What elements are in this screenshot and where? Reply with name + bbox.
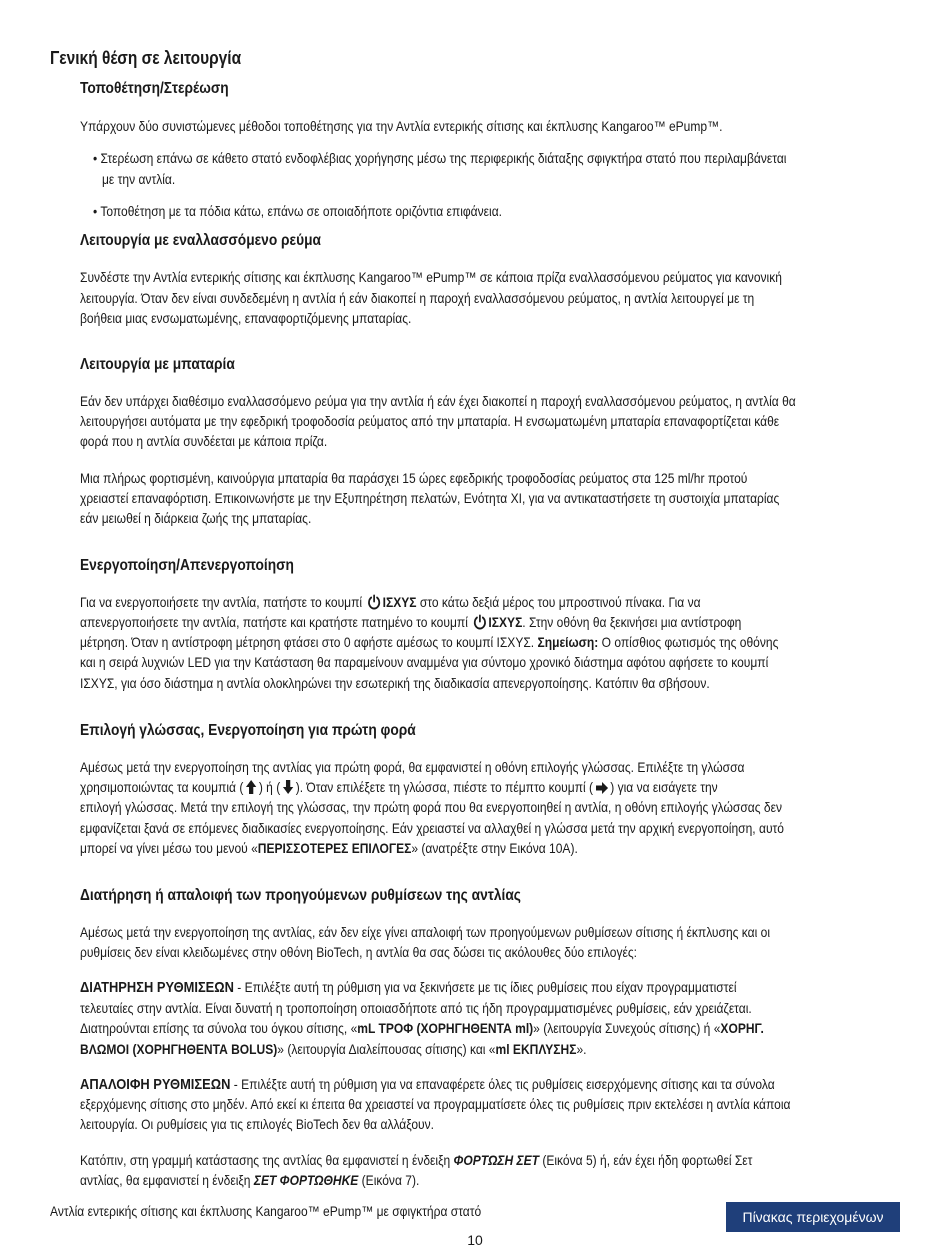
ac-heading: Λειτουργία με εναλλασσόμενο ρεύμα [80, 232, 321, 249]
power-heading: Ενεργοποίηση/Απενεργοποίηση [80, 557, 294, 574]
more-options-menu-name: ΠΕΡΙΣΣΟΤΕΡΕΣ ΕΠΙΛΟΓΕΣ [257, 840, 412, 856]
mounting-heading: Τοποθέτηση/Στερέωση [80, 80, 229, 97]
load-set-indicator: ΦΟΡΤΩΣΗ ΣΕΤ [453, 1152, 539, 1168]
ac-paragraph-line-1: Συνδέστε την Αντλία εντερικής σίτισης και έκπλυσης Kangaroo™ ePump™ σε κάποια πρίζα εναλλασσόμενου ρεύματος για κανονική [80, 269, 782, 285]
keep-settings-line-3-text: Διατηρούνται επίσης τα σύνολα του όγκου σίτισης, « [80, 1020, 358, 1036]
battery-p1-line-1: Εάν δεν υπάρχει διαθέσιμο εναλλασσόμενο ρεύμα για την αντλία ή εάν έχει διακοπεί η παροχή εναλλασσόμενου ρεύματος, η αντλία θα [80, 393, 796, 409]
bolus-term-start: ΧΟΡΗΓ. [720, 1020, 764, 1036]
battery-p2-line-2: χρειαστεί επαναφόρτιση. Επικοινωνήστε με την Εξυπηρέτηση πελατών, Ενότητα XI, για να αντικαταστήσετε τη συστοιχία μπαταρίας [80, 490, 780, 506]
status-line-2-text: αντλίας, θα εμφανιστεί η ένδειξη [80, 1172, 254, 1188]
power-line-1-end: στο κάτω δεξιά μέρος του μπροστινού πίνακα. Για να [416, 594, 701, 610]
language-line-3: επιλογή γλώσσας. Μετά την επιλογή της γλώσσας, την πρώτη φορά που θα ενεργοποιηθεί η αντλία, η οθόνη επιλογής γλώσσας δεν [80, 799, 782, 815]
language-line-2-text: χρησιμοποιώντας τα κουμπιά ( [80, 779, 244, 795]
ac-paragraph-line-3: βοήθεια μιας ενσωματωμένης, επαναφορτιζόμενης μπαταρίας. [80, 310, 412, 326]
language-line-5 [80, 838, 578, 858]
set-loaded-indicator: ΣΕΤ ΦΟΡΤΩΘΗΚΕ [253, 1172, 359, 1188]
language-line-2-mid: ). Όταν επιλέξετε τη γλώσσα, πιέστε το πέμπτο κουμπί ( [295, 779, 594, 795]
status-line-1-end: (Εικόνα 5) ή, εάν έχει ήδη φορτωθεί Σετ [538, 1152, 753, 1168]
keep-settings-line-4-end: ». [576, 1041, 587, 1057]
keep-settings-line-1 [80, 977, 736, 998]
ac-paragraph-line-2: λειτουργία. Όταν δεν είναι συνδεδεμένη η αντλία ή εάν διακοπεί η παροχή εναλλασσόμενου ρεύματος, η αντλία λειτουργεί με τη [80, 290, 755, 306]
language-line-1: Αμέσως μετά την ενεργοποίηση της αντλίας για πρώτη φορά, θα εμφανιστεί η οθόνη επιλογής γλώσσας. Επιλέξτε τη γλώσσα [80, 759, 745, 775]
battery-p1-line-2: λειτουργήσει αυτόματα με την εφεδρική τροφοδοσία ρεύματος από την μπαταρία. Η ενσωματωμένη μπαταρία επαναφορτίζεται κάθε [80, 413, 780, 429]
battery-p1-line-3: φορά που η αντλία συνδέεται με κάποια πρίζα. [80, 433, 328, 449]
battery-p2-line-1: Μια πλήρως φορτισμένη, καινούργια μπαταρία θα παράσχει 15 ώρες εφεδρικής τροφοδοσίας ρεύματος στα 125 ml/hr προτού [80, 470, 748, 486]
power-line-1-text: Για να ενεργοποιήσετε την αντλία, πατήστε το κουμπί [80, 594, 366, 610]
settings-heading: Διατήρηση ή απαλοιφή των προηγούμενων ρυθμίσεων της αντλίας [80, 887, 521, 904]
note-label: Σημείωση: [537, 634, 599, 650]
clear-settings-line-1 [80, 1074, 775, 1095]
footer-title: Αντλία εντερικής σίτισης και έκπλυσης Kangaroo™ ePump™ με σφιγκτήρα στατό [50, 1203, 482, 1219]
language-line-5-text: μπορεί να γίνει μέσω του μενού « [80, 840, 258, 856]
power-button-label: ΙΣΧΥΣ [488, 614, 523, 630]
power-line-3-end: Ο οπίσθιος φωτισμός της οθόνης [598, 634, 779, 650]
settings-intro-line-1: Αμέσως μετά την ενεργοποίηση της αντλίας, εάν δεν είχε γίνει απαλοιφή των προηγούμενων ρυθμίσεων σίτισης ή έκπλυσης και οι [80, 924, 771, 940]
table-of-contents-button[interactable] [726, 1202, 900, 1232]
keep-settings-line-4-mid: » (λειτουργία Διαλείπουσας σίτισης) και « [277, 1041, 496, 1057]
status-line-1-text: Κατόπιν, στη γραμμή κατάστασης της αντλίας θα εμφανιστεί η ένδειξη [80, 1152, 454, 1168]
keep-settings-title: ΔΙΑΤΗΡΗΣΗ ΡΥΘΜΙΣΕΩΝ [80, 979, 234, 996]
mounting-bullet-1: • Στερέωση επάνω σε κάθετο στατό ενδοφλέβιας χορήγησης μέσω της περιφερικής διάταξης σφιγκτήρα στατό που περιλαμβάνεται [93, 150, 787, 166]
battery-heading: Λειτουργία με μπαταρία [80, 356, 235, 373]
page-number: 10 [467, 1232, 483, 1248]
language-line-2-end: ) για να εισάγετε την [610, 779, 718, 795]
mounting-bullet-2: • Τοποθέτηση με τα πόδια κάτω, επάνω σε οποιαδήποτε οριζόντια επιφάνεια. [93, 203, 503, 219]
table-of-contents-label: Πίνακας περιεχομένων [742, 1209, 884, 1225]
keep-settings-line-3 [80, 1018, 764, 1038]
language-line-4: εμφανίζεται ξανά σε επόμενες διαδικασίες ενεργοποίησης. Εάν χρειαστεί να αλλαχθεί η γλώσσα μετά την αρχική ενεργοποίηση, αυτό [80, 820, 784, 836]
power-line-4: και η σειρά λυχνιών LED για την Κατάσταση θα παραμείνουν αναμμένα για σύντομο χρονικό διάστημα αφότου αφήσετε το κουμπί [80, 654, 769, 670]
battery-p2-line-3: εάν μειωθεί η διάρκεια ζωής της μπαταρίας. [80, 510, 312, 526]
status-line-2-end: (Εικόνα 7). [358, 1172, 420, 1188]
power-line-3-text: μέτρηση. Όταν η αντίστροφη μέτρηση φτάσει στο 0 αφήστε αμέσως το κουμπί ΙΣΧΥΣ. [80, 634, 538, 650]
settings-intro-line-2: ρυθμίσεις δεν είναι κλειδωμένες στην οθόνη BioTech, η αντλία θα σας δώσει τις ακόλουθες δύο επιλογές: [80, 944, 637, 960]
clear-settings-text: - Επιλέξτε αυτή τη ρύθμιση για να επαναφέρετε όλες τις ρυθμίσεις εισερχόμενης σίτισης και τα σύνολα [230, 1076, 775, 1092]
mounting-bullet-1-cont: με την αντλία. [102, 171, 176, 187]
feed-ml-term: mL ΤΡΟΦ (ΧΟΡΗΓΗΘΕΝΤΑ ml) [357, 1020, 534, 1036]
keep-settings-line-2: τελευταίες στην αντλία. Είναι δυνατή η τροποποίηση οποιασδήποτε από τις ήδη προγραμματισμένες ρυθμίσεις, εάν χρειάζεται. [80, 1000, 752, 1016]
clear-settings-line-2: εξερχόμενης σίτισης στο μηδέν. Από εκεί κι έπειτα θα χρειαστεί να προγραμματίσετε όλες τις ρυθμίσεις πριν εκτελέσει η αντλία κάποια [80, 1096, 791, 1112]
clear-settings-line-3: λειτουργία. Οι ρυθμίσεις για τις επιλογές BioTech δεν θα αλλάξουν. [80, 1116, 434, 1132]
clear-settings-title: ΑΠΑΛΟΙΦΗ ΡΥΘΜΙΣΕΩΝ [80, 1076, 231, 1093]
status-line-2 [80, 1170, 419, 1190]
language-heading: Επιλογή γλώσσας, Ενεργοποίηση για πρώτη φορά [80, 722, 416, 739]
main-heading: Γενική θέση σε λειτουργία [50, 48, 242, 68]
status-line-1 [80, 1150, 752, 1170]
flush-ml-term: ml ΕΚΠΛΥΣΗΣ [495, 1041, 577, 1057]
power-line-3 [80, 632, 778, 652]
language-line-2-or: ) ή ( [258, 779, 281, 795]
language-line-5-end: » (ανατρέξτε στην Εικόνα 10A). [411, 840, 578, 856]
keep-settings-line-3-mid: » (λειτουργία Συνεχούς σίτισης) ή « [533, 1020, 721, 1036]
power-button-label: ΙΣΧΥΣ [382, 594, 417, 610]
power-line-2-end: . Στην οθόνη θα ξεκινήσει μια αντίστροφη [522, 614, 742, 630]
power-line-5: ΙΣΧΥΣ, για όσο διάστημα η αντλία ολοκληρώνει την εσωτερική της διαδικασία απενεργοποίησης. Κατόπιν θα σβήσουν. [80, 675, 710, 691]
bolus-term-end: ΒΛΩΜΟΙ (ΧΟΡΗΓΗΘΕΝΤΑ BOLUS) [80, 1041, 278, 1057]
keep-settings-line-4 [80, 1039, 586, 1059]
mounting-intro: Υπάρχουν δύο συνιστώμενες μέθοδοι τοποθέτησης για την Αντλία εντερικής σίτισης και έκπλυσης Kangaroo™ ePump™. [80, 118, 723, 134]
power-line-2-text: απενεργοποιήσετε την αντλία, πατήστε και κρατήστε πατημένο το κουμπί [80, 614, 472, 630]
keep-settings-text: - Επιλέξτε αυτή τη ρύθμιση για να ξεκινήσετε με τις ίδιες ρυθμίσεις που είχαν προγραμματιστεί [233, 979, 737, 995]
